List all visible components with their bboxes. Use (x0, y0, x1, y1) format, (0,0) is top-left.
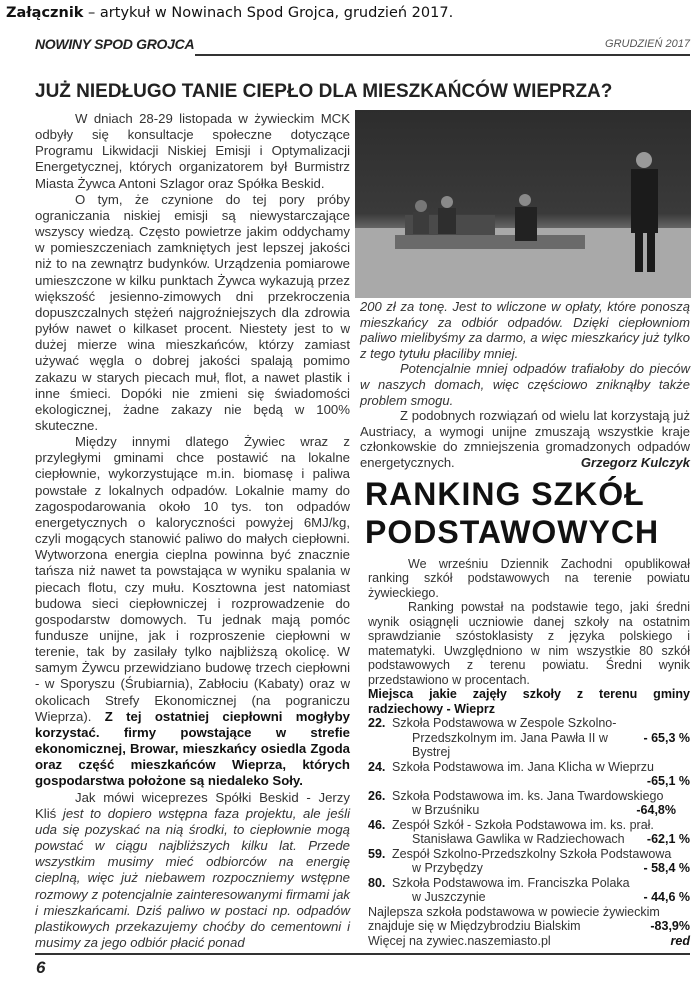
footer-rule (35, 953, 690, 955)
right-column-flow (360, 299, 690, 948)
school-name: Szkoła Podstawowa im. Franciszka Polaka (392, 875, 630, 890)
paragraph-text: Jak mówi wiceprezes Spółki Beskid - Jerzy Kliś (35, 789, 350, 821)
quote-paragraph: Potencjalnie mniej odpadów trafiałoby do pieców w naszych domach, więc częściowo zniknąłby także problem smogu. (360, 361, 690, 408)
score: -64,8% (636, 803, 676, 818)
list-item (368, 789, 690, 818)
paragraph: O tym, że czynione do tej pory próby ograniczania niskiej emisji są niewystarczające wszyscy wiedzą. Często powietrze jakim oddychamy w pomieszczeniach zamkniętych jest lepszej jakości niż to na zewnątrz budynków. Urządzenia pomiarowe umieszczone w kilku punktach Żywca wykazują przez większość jesienno-zimowych dni przekroczenia dopuszczalnych stężeń najgroźniejszych dla zdrowia pyłów nawet o kilkaset procent. Niestety jest to w dużej mierze wina mieszkańców, którzy zamiast używać węgla o dobrej jakości spalają pomimo zakazu w starych piecach muł, flot, a nawet plastik i inne śmieci. Dopóki nie zmieni się świadomości ekologicznej, żadne zakazy nie będą w 100% skuteczne. (35, 191, 350, 433)
editorial-signature: red (670, 933, 690, 948)
article-author: Grzegorz Kulczyk (580, 454, 690, 470)
paragraph: We wrześniu Dziennik Zachodni opublikował ranking szkół podstawowych na terenie powiatu żywieckiego. (368, 556, 690, 600)
school-name-cont: w Przybędzy (412, 861, 483, 876)
school-name: Szkoła Podstawowa w Zespole Szkolno- (392, 716, 617, 731)
newspaper-name: NOWINY SPOD GROJCA (35, 36, 195, 52)
school-name-cont: w Juszczynie (412, 890, 486, 905)
quote-text: jest to dopiero wstępna faza projektu, ale jeśli uda się pozyskać na nią środki, to ciepłownie mogą powstać w ciągu najbliższych kilku lat. Przede wszystkim musimy mieć odbiorców na energię cieplną, więc już niebawem rozpoczniemy wstępne rozmowy z potencjalnie zainteresowanymi firmami jak i mieszkańcami. Dziś paliwo w postaci np. odpadów plastikowych przekazujemy choćby do cementowni i musimy za jego odbiór płacić ponad (35, 805, 350, 950)
score: - 65,3 % (643, 730, 690, 745)
ranking-body (368, 557, 690, 949)
best-school-text: znajduje się w Międzybrodziu Bialskim (368, 919, 581, 934)
place: 59. (368, 846, 386, 861)
place: 80. (368, 875, 386, 890)
masthead-rule (195, 54, 690, 56)
attachment-note (6, 5, 453, 21)
place: 22. (368, 716, 386, 731)
school-name: Zespół Szkół - Szkoła Podstawowa im. ks. prał. (392, 817, 654, 832)
photo-conference-image (355, 110, 691, 298)
score: - 44,6 % (643, 890, 690, 905)
list-item (368, 760, 690, 789)
paragraph (35, 790, 350, 952)
best-school-row (368, 919, 690, 934)
article-column-left (35, 111, 350, 951)
note-text: – artykuł w Nowinach Spod Grojca, grudzień 2017. (83, 5, 454, 21)
article-photo (355, 110, 691, 298)
score: -65,1 % (646, 774, 690, 789)
more-info-text: Więcej na zywiec.naszemiasto.pl (368, 933, 551, 948)
issue-date: GRUDZIEŃ 2017 (605, 38, 690, 50)
school-name-cont: w Brzuśniku (412, 803, 480, 818)
place: 24. (368, 759, 386, 774)
ranking-list-header: Miejsca jakie zajęły szkoły z terenu gminy radziechowy - Wieprz (368, 687, 690, 716)
paragraph (360, 408, 690, 470)
best-school-score: -83,9% (650, 919, 690, 934)
paragraph: Ranking powstał na podstawie tego, jaki średni wynik osiągnęli uczniowie danej szkoły na ostatnim sprawdzianie szóstoklasisty z języka polskiego i matematyki. Uwzględniono w nim wszystkie 80 szkół podstawowych z terenu powiatu. Średni wynik przedstawiono w procentach. (368, 600, 690, 687)
more-info-row (368, 934, 690, 949)
ranking-list (368, 716, 690, 905)
ranking-title-line: RANKING SZKÓŁ (365, 475, 645, 512)
paragraph-text: Z podobnych rozwiązań od wielu lat korzystają już Austriacy, a wymogi unijne zmuszają wszystkie kraje członkowskie do zmniejszenia gromadzonych odpadów energetycznych. (360, 408, 690, 470)
list-item (368, 876, 690, 905)
score: -62,1 % (646, 832, 690, 847)
article-column-right (360, 299, 690, 471)
best-school-line: Najlepsza szkoła podstawowa w powiecie żywieckim (368, 904, 660, 919)
school-name-cont: Stanisława Gawlika w Radziechowach (412, 832, 625, 847)
school-name: Szkoła Podstawowa im. Jana Klicha w Wieprzu (392, 759, 654, 774)
place: 46. (368, 817, 386, 832)
school-name: Szkoła Podstawowa im. ks. Jana Twardowskiego (392, 788, 664, 803)
paragraph (35, 434, 350, 789)
ranking-title (365, 475, 690, 551)
article-headline: JUŻ NIEDŁUGO TANIE CIEPŁO DLA MIESZKAŃCÓW WIEPRZA? (35, 81, 613, 102)
quote-continuation: 200 zł za tonę. Jest to wliczone w opłaty, które ponoszą mieszkańcy za odbiór odpadów. Dzięki ciepłowniom paliwo mielibyśmy za darmo, a więc mieszkańcy już tylko z tego tytułu płaciliby mniej. (360, 299, 690, 361)
school-name: Zespół Szkolno-Przedszkolny Szkoła Podstawowa (392, 846, 672, 861)
school-name-cont: Przedszkolnym im. Jana Pawła II w Bystrej (412, 730, 608, 760)
list-item (368, 818, 690, 847)
paragraph-text: Między innymi dlatego Żywiec wraz z przyległymi gminami chce postawić na lokalne ciepłownie, wykorzystujące m.in. biomasę i paliwa powstałe z lokalnych odpadów. Lokalnie mamy do zagospodarowania około 10 tys. ton odpadów energetycznych o kaloryczności powyżej 6MJ/kg, czyli mogących stanowić paliwo do małych ciepłowni. Wytworzona energia cieplna powinna być znacznie tańsza niż nawet ta powstająca w wyniku spalania w piecach flotu, czy mułu. Kosztowna jest natomiast budowa sieci ciepłowniczej i rozprowadzenie do gospodarstw domowych. Tu jednak mają pomóc fundusze unijne, jak i rozproszenie ciepłowni w terenie, tak by zasilały tylko najbliższą okolicę. W samym Żywcu przewidziano budowę trzech ciepłowni - w Sporyszu (Śrubiarnia), Zabłociu (Kabaty) oraz w okolicach Strefy Ekonomicznej (na pograniczu Wieprza). (35, 434, 350, 724)
paragraph: W dniach 28-29 listopada w żywieckim MCK odbyły się konsultacje społeczne dotyczące Programu Likwidacji Niskiej Emisji i Optymalizacji Energetycznej, których organizatorem był Burmistrz Miasta Żywca Antoni Szlagor oraz Spółka Beskid. (35, 111, 350, 191)
paragraph-bold-text: Z tej ostatniej ciepłowni mogłyby korzystać. firmy powstające w strefie ekonomicznej, Browar, mieszkańcy osiedla Zgoda oraz część mieszkańców Wieprza, których gospodarstwa położone są niedaleko Soły. (35, 708, 350, 789)
list-item (368, 716, 690, 760)
place: 26. (368, 788, 386, 803)
list-item (368, 847, 690, 876)
score: - 58,4 % (643, 861, 690, 876)
ranking-title-line: PODSTAWOWYCH (365, 513, 660, 550)
page-number: 6 (36, 958, 46, 977)
note-label: Załącznik (6, 5, 84, 21)
masthead (35, 36, 690, 58)
